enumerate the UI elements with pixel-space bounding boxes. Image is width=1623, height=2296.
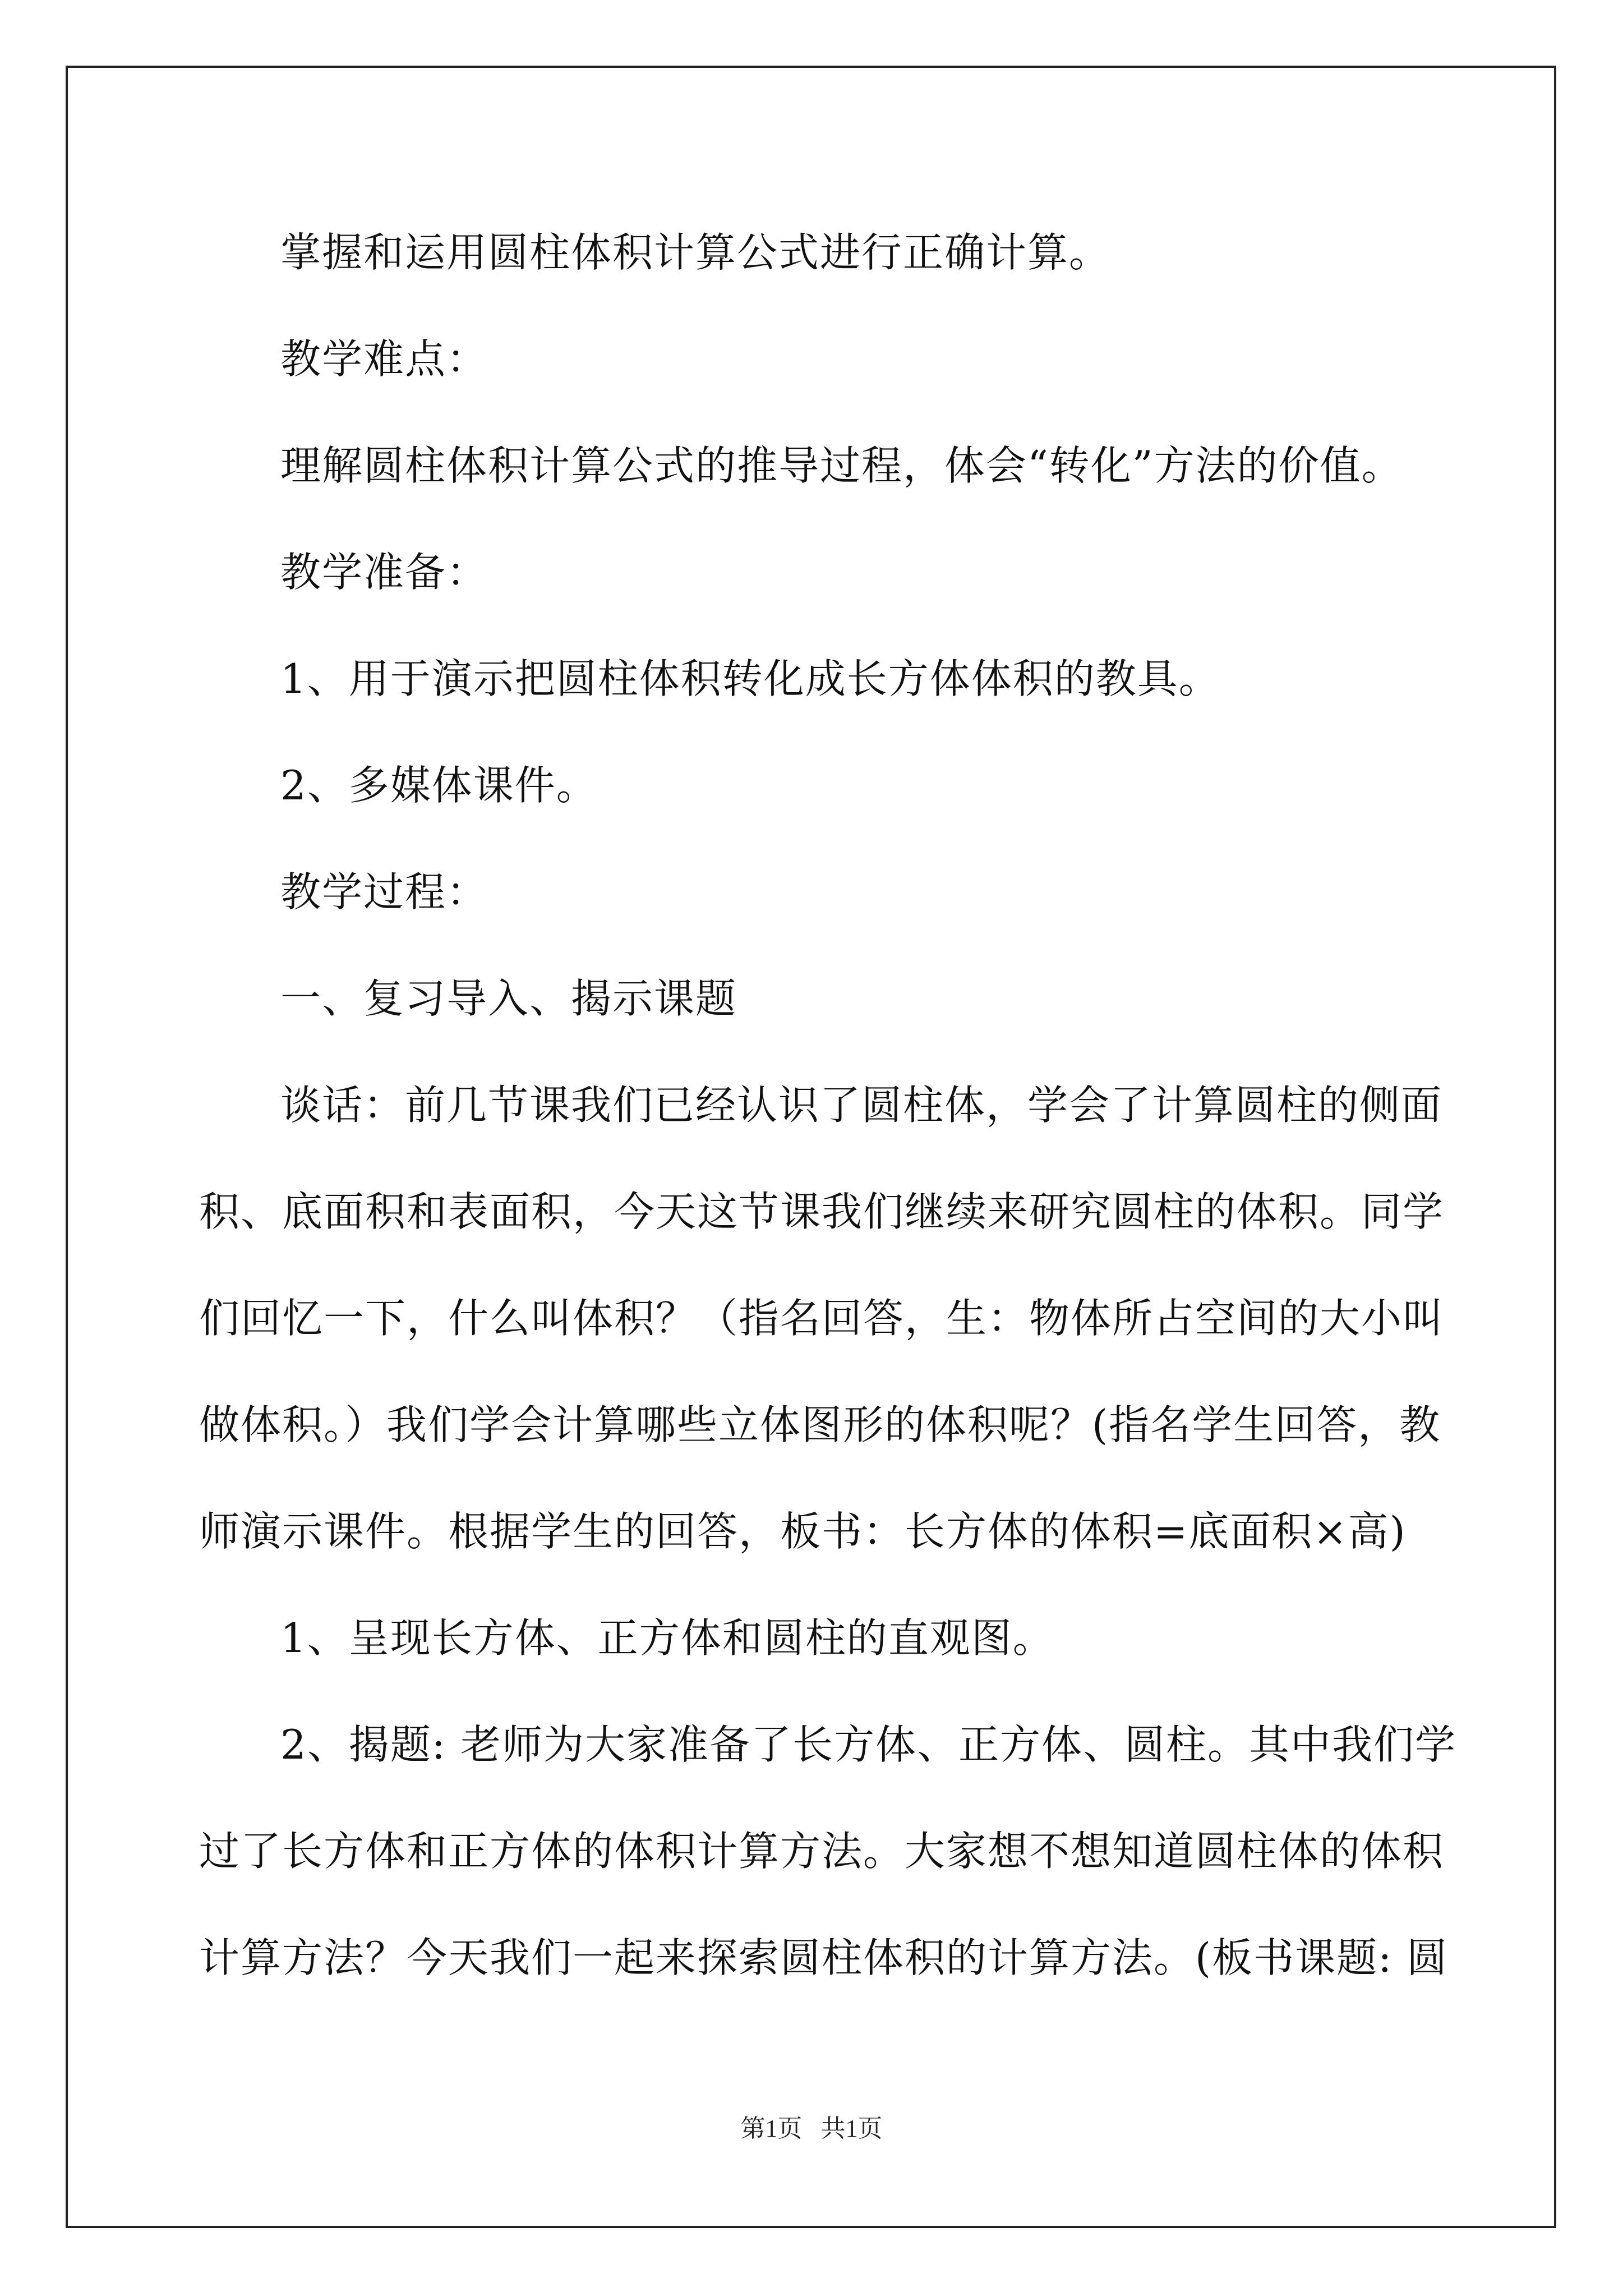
- page-border: [66, 66, 1556, 2228]
- list-item: 1、呈现长方体、正方体和圆柱的直观图。: [280, 1614, 1054, 1662]
- page-footer: 第1页 共1页: [740, 2115, 883, 2142]
- paragraph-line: 积、底面积和表面积，今天这节课我们继续来研究圆柱的体积。同学: [199, 1188, 1445, 1235]
- paragraph-line: 们回忆一下，什么叫体积？（指名回答，生：物体所占空间的大小叫: [199, 1295, 1445, 1342]
- list-item: 1、用于演示把圆柱体积转化成长方体体积的教具。: [280, 655, 1220, 702]
- section-heading: 教学准备：: [280, 549, 488, 596]
- section-heading: 一、复习导入、揭示课题: [280, 975, 737, 1022]
- paragraph-line: 谈话：前几节课我们已经认识了圆柱体，学会了计算圆柱的侧面: [280, 1082, 1443, 1129]
- paragraph-line: 计算方法？今天我们一起来探索圆柱体积的计算方法。(板书课题: 圆: [199, 1934, 1449, 1981]
- text-line: 理解圆柱体积计算公式的推导过程，体会“转化”方法的价值。: [280, 442, 1403, 489]
- paragraph-line: 做体积。）我们学会计算哪些立体图形的体积呢？(指名学生回答，教: [199, 1401, 1441, 1448]
- text-line: 掌握和运用圆柱体积计算公式进行正确计算。: [280, 229, 1111, 276]
- section-heading: 教学过程：: [280, 868, 488, 915]
- list-item: 2、多媒体课件。: [280, 762, 598, 809]
- list-item: 2、揭题: 老师为大家准备了长方体、正方体、圆柱。其中我们学: [280, 1721, 1456, 1768]
- paragraph-line: 师演示课件。根据学生的回答，板书：长方体的体积=底面积×高): [199, 1508, 1407, 1555]
- section-heading: 教学难点：: [280, 335, 488, 383]
- paragraph-line: 过了长方体和正方体的体积计算方法。大家想不想知道圆柱体的体积: [199, 1828, 1445, 1875]
